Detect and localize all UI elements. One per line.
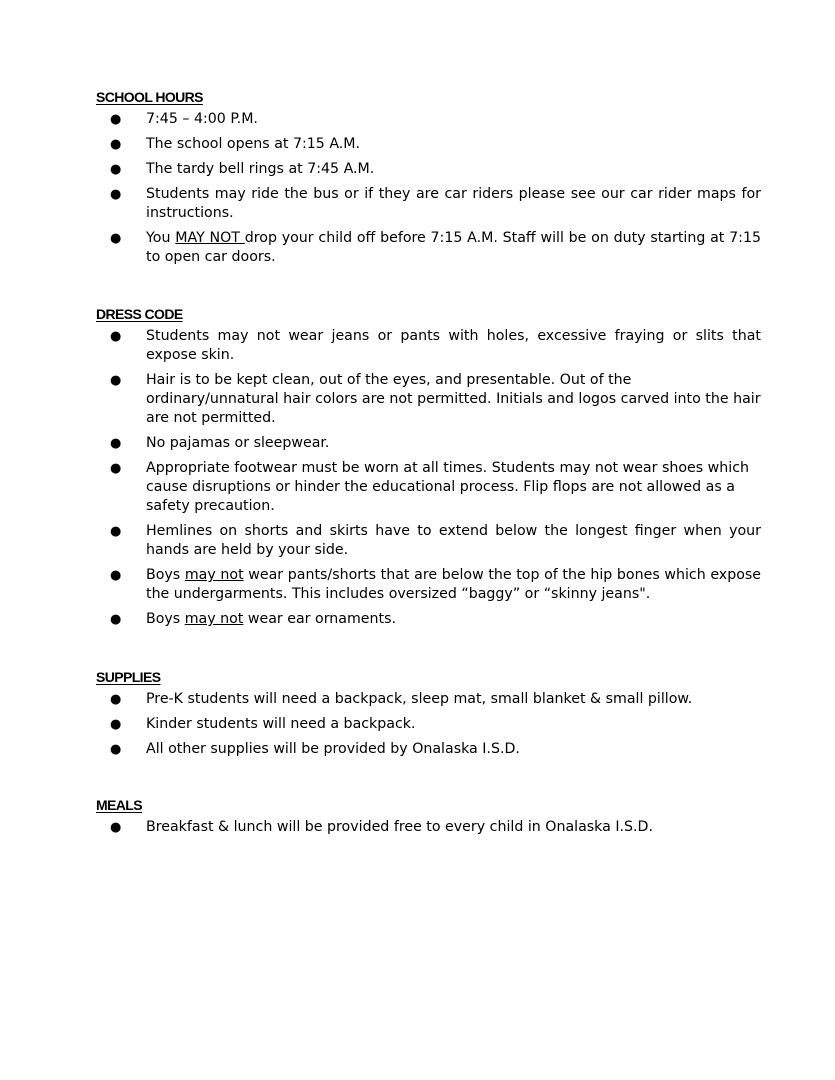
list-item-text-pre: You <box>146 230 176 246</box>
list-item <box>96 371 761 428</box>
meals-section <box>96 796 761 843</box>
bullet-icon: ● <box>110 717 122 732</box>
list-item <box>96 818 761 837</box>
list-item <box>96 566 761 604</box>
list-item-text-pre: Boys <box>146 567 185 583</box>
bullet-icon: ● <box>110 568 122 583</box>
list-item <box>96 160 761 179</box>
list-item <box>96 434 761 453</box>
bullet-icon: ● <box>110 820 122 835</box>
supplies-section <box>96 668 761 765</box>
list-item <box>96 459 761 516</box>
list-item-text: Hair is to be kept clean, out of the eyes, and presentable. Out of the ordinary/unnatural hair colors are not permitted. Initials and logos carved into the hair are not permitted. <box>146 372 761 426</box>
list-item <box>96 185 761 223</box>
list-item-text: Kinder students will need a backpack. <box>146 716 416 732</box>
bullet-icon: ● <box>110 112 122 127</box>
list-item <box>96 327 761 365</box>
bullet-icon: ● <box>110 231 122 246</box>
list-item <box>96 740 761 759</box>
emphasis-underlined: may not <box>184 567 244 583</box>
list-item-text: Students may not wear jeans or pants with holes, excessive fraying or slits that expose skin. <box>146 328 761 363</box>
list-item <box>96 135 761 154</box>
section-heading: SUPPLIES <box>96 669 161 685</box>
list-item-text: Appropriate footwear must be worn at all times. Students may not wear shoes which cause disruptions or hinder the educational process. Flip flops are not allowed as a safety precaution. <box>146 460 749 514</box>
list-item <box>96 522 761 560</box>
bullet-icon: ● <box>110 373 122 388</box>
list-item-text: The school opens at 7:15 A.M. <box>146 136 361 152</box>
list-item-text-pre: Boys <box>146 611 185 627</box>
list-item-text: The tardy bell rings at 7:45 A.M. <box>146 161 375 177</box>
emphasis-underlined: MAY NOT <box>175 230 245 246</box>
list-item-text: Breakfast & lunch will be provided free to every child in Onalaska I.S.D. <box>146 819 653 835</box>
school-hours-section <box>96 88 761 273</box>
list-item-text-post: drop your child off before 7:15 A.M. Staff will be on duty starting at 7:15 to open car doors. <box>146 230 761 265</box>
list-item <box>96 690 761 709</box>
bullet-icon: ● <box>110 162 122 177</box>
list-item <box>96 229 761 267</box>
list-item-text-post: wear ear ornaments. <box>243 611 396 627</box>
list-item-text: Pre-K students will need a backpack, sleep mat, small blanket & small pillow. <box>146 691 693 707</box>
bullet-icon: ● <box>110 461 122 476</box>
section-heading: DRESS CODE <box>96 306 183 322</box>
section-heading: SCHOOL HOURS <box>96 89 203 105</box>
bullet-list <box>96 327 761 629</box>
emphasis-underlined: may not <box>184 611 244 627</box>
list-item-text: 7:45 – 4:00 P.M. <box>146 111 258 127</box>
list-item-text: Hemlines on shorts and skirts have to extend below the longest finger when your hands are held by your side. <box>146 523 761 558</box>
bullet-list <box>96 818 761 837</box>
bullet-icon: ● <box>110 187 122 202</box>
list-item-text: Students may ride the bus or if they are car riders please see our car rider maps for instructions. <box>146 186 761 221</box>
bullet-icon: ● <box>110 692 122 707</box>
list-item-text: All other supplies will be provided by Onalaska I.S.D. <box>146 741 520 757</box>
list-item <box>96 715 761 734</box>
bullet-icon: ● <box>110 742 122 757</box>
bullet-list <box>96 690 761 759</box>
bullet-icon: ● <box>110 329 122 344</box>
list-item <box>96 610 761 629</box>
bullet-list <box>96 110 761 267</box>
bullet-icon: ● <box>110 612 122 627</box>
bullet-icon: ● <box>110 524 122 539</box>
list-item <box>96 110 761 129</box>
list-item-text-post: wear pants/shorts that are below the top of the hip bones which expose the undergarments. This includes oversized “baggy” or “skinny jeans". <box>146 567 762 602</box>
dress-code-section <box>96 305 761 635</box>
section-heading: MEALS <box>96 797 143 813</box>
bullet-icon: ● <box>110 137 122 152</box>
list-item-text: No pajamas or sleepwear. <box>146 435 330 451</box>
bullet-icon: ● <box>110 436 122 451</box>
